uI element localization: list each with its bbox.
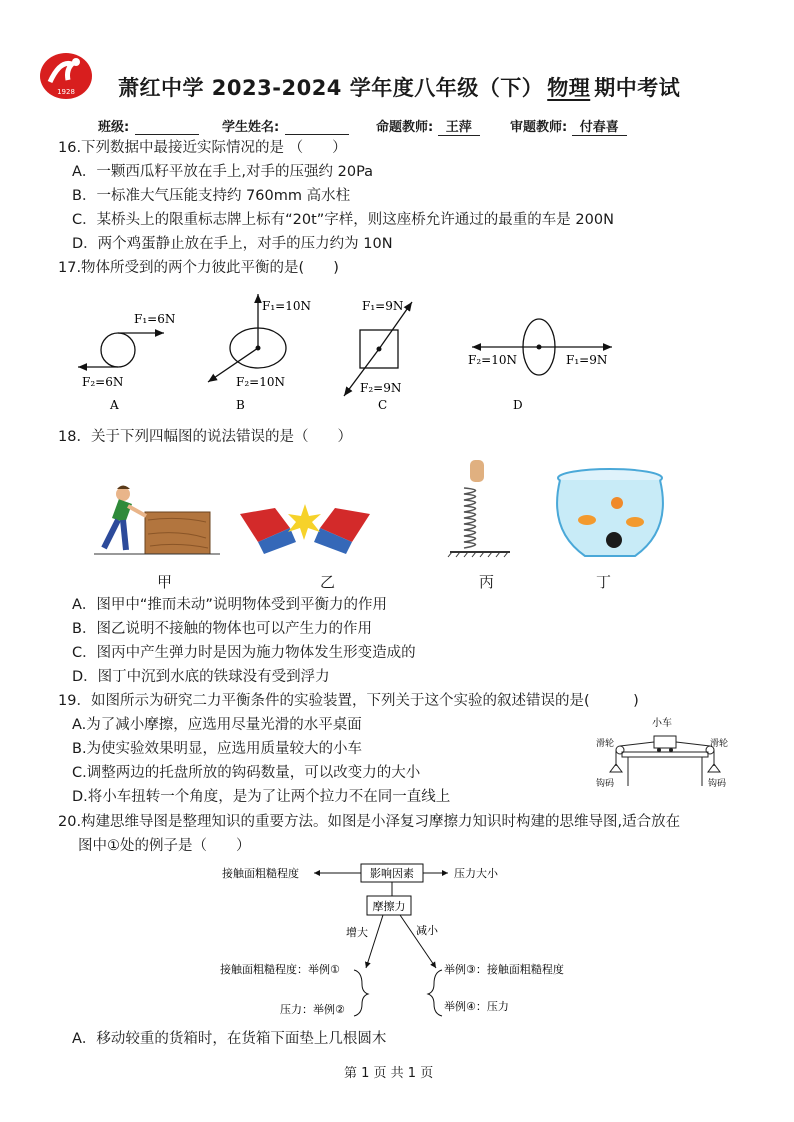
- caption-bing: 丙: [479, 573, 495, 591]
- caption-yi: 乙: [320, 573, 336, 591]
- figure-c: [344, 299, 412, 412]
- fig-b-f1-label: F₁=10N: [262, 299, 311, 313]
- student-name-field: 学生姓名:: [222, 116, 349, 135]
- fig-d-letter: D: [513, 398, 523, 412]
- q19-stem: 19．如图所示为研究二力平衡条件的实验装置，下列关于这个实验的叙述错误的是( ): [58, 693, 639, 709]
- fig-c-f2-label: F₂=9N: [360, 381, 402, 395]
- q18-option-c: C．图丙中产生弹力时是因为施力物体发生形变造成的: [72, 645, 416, 661]
- fig-d-f2-label: F₂=10N: [468, 353, 517, 367]
- q18-option-d: D．图丁中沉到水底的铁球没有受到浮力: [72, 669, 330, 685]
- q16-option-c: C．某桥头上的限重标志牌上标有“20t”字样，则这座桥允许通过的最重的车是 200N: [72, 212, 614, 228]
- name-blank: [285, 120, 349, 135]
- decrease-label: 减小: [416, 924, 438, 937]
- q19-option-c: C.调整两边的托盘所放的钩码数量，可以改变力的大小: [72, 765, 421, 781]
- figure-b: [208, 294, 311, 412]
- weight-right-label: 钩码: [708, 779, 727, 789]
- cart-label: 小车: [652, 718, 672, 729]
- school-logo: [36, 50, 100, 100]
- q19-apparatus-figure: [596, 714, 736, 794]
- q20-stem-line1: 20.构建思维导图是整理知识的重要方法。如图是小泽复习摩擦力知识时构建的思维导图,适合放在: [58, 814, 681, 830]
- figure-a: [78, 312, 175, 412]
- pulley-right-label: 滑轮: [710, 739, 729, 749]
- pulley-left-label: 滑轮: [596, 739, 615, 749]
- friction-mind-map: [218, 860, 598, 1020]
- fishbowl-image: [557, 469, 663, 556]
- q18-stem: 18．关于下列四幅图的说法错误的是（ ）: [58, 429, 352, 445]
- fig-d-f1-label: F₁=9N: [566, 353, 608, 367]
- factor-pressure: 压力大小: [454, 867, 498, 880]
- q16-option-b: B．一标准大气压能支持约 760mm 高水柱: [72, 188, 351, 204]
- figure-d: [468, 319, 612, 412]
- q16-option-a: A．一颗西瓜籽平放在手上,对手的压强约 20Pa: [72, 164, 374, 180]
- example-2: 压力：举例②: [280, 1003, 345, 1016]
- spring-image: [448, 460, 510, 557]
- page-footer: 第 1 页 共 1 页: [344, 1066, 434, 1081]
- fig-b-f2-label: F₂=10N: [236, 375, 285, 389]
- class-field: 班级:: [98, 116, 199, 135]
- title-subject: 物理: [547, 76, 591, 100]
- reviewer-field: 审题教师: 付春喜: [510, 116, 627, 136]
- example-3: 举例③：接触面粗糙程度: [444, 963, 564, 976]
- q16-stem: 16.下列数据中最接近实际情况的是 （ ）: [58, 140, 347, 156]
- q18-option-a: A．图甲中“推而未动”说明物体受到平衡力的作用: [72, 597, 387, 613]
- example-4: 举例④：压力: [444, 1000, 509, 1013]
- q18-option-b: B．图乙说明不接触的物体也可以产生力的作用: [72, 621, 372, 637]
- q17-force-figures: [60, 288, 660, 416]
- friction-box: 摩擦力: [372, 900, 406, 913]
- class-blank: [135, 120, 199, 135]
- repelling-magnets-image: [240, 504, 370, 554]
- fig-a-f2-label: F₂=6N: [82, 375, 124, 389]
- caption-jia: 甲: [157, 573, 173, 591]
- fig-b-letter: B: [236, 398, 245, 412]
- reviewer-name: 付春喜: [572, 116, 627, 136]
- caption-ding: 丁: [596, 573, 612, 591]
- q17-stem: 17.物体所受到的两个力彼此平衡的是( ): [58, 260, 339, 276]
- weight-left-label: 钩码: [596, 779, 615, 789]
- setter-name: 王萍: [438, 116, 480, 136]
- factors-box: 影响因素: [370, 867, 414, 880]
- title-main: 萧红中学 2023-2024 学年度八年级（下）: [118, 76, 544, 100]
- q20-option-a: A．移动较重的货箱时，在货箱下面垫上几根圆木: [72, 1031, 387, 1047]
- fig-c-f1-label: F₁=9N: [362, 299, 404, 313]
- q19-option-b: B.为使实验效果明显，应选用质量较大的小车: [72, 741, 363, 757]
- page-title: [118, 72, 680, 102]
- q19-option-d: D.将小车扭转一个角度，是为了让两个拉力不在同一直线上: [72, 789, 451, 805]
- setter-field: 命题教师: 王萍: [376, 116, 480, 136]
- title-exam: 期中考试: [594, 76, 681, 100]
- factor-roughness: 接触面粗糙程度: [222, 867, 299, 880]
- example-1: 接触面粗糙程度：举例①: [220, 963, 340, 976]
- q18-pictures: [90, 458, 690, 570]
- person-pushing-box-image: [94, 486, 220, 555]
- q20-stem-line2: 图中①处的例子是（ ）: [78, 838, 251, 854]
- increase-label: 增大: [346, 926, 368, 939]
- logo-year-text: 1928: [57, 88, 75, 96]
- q19-option-a: A.为了减小摩擦，应选用尽量光滑的水平桌面: [72, 717, 362, 733]
- fig-c-letter: C: [378, 398, 388, 412]
- q16-option-d: D．两个鸡蛋静止放在手上，对手的压力约为 10N: [72, 236, 393, 252]
- fig-a-letter: A: [110, 398, 119, 412]
- fig-a-f1-label: F₁=6N: [134, 312, 176, 326]
